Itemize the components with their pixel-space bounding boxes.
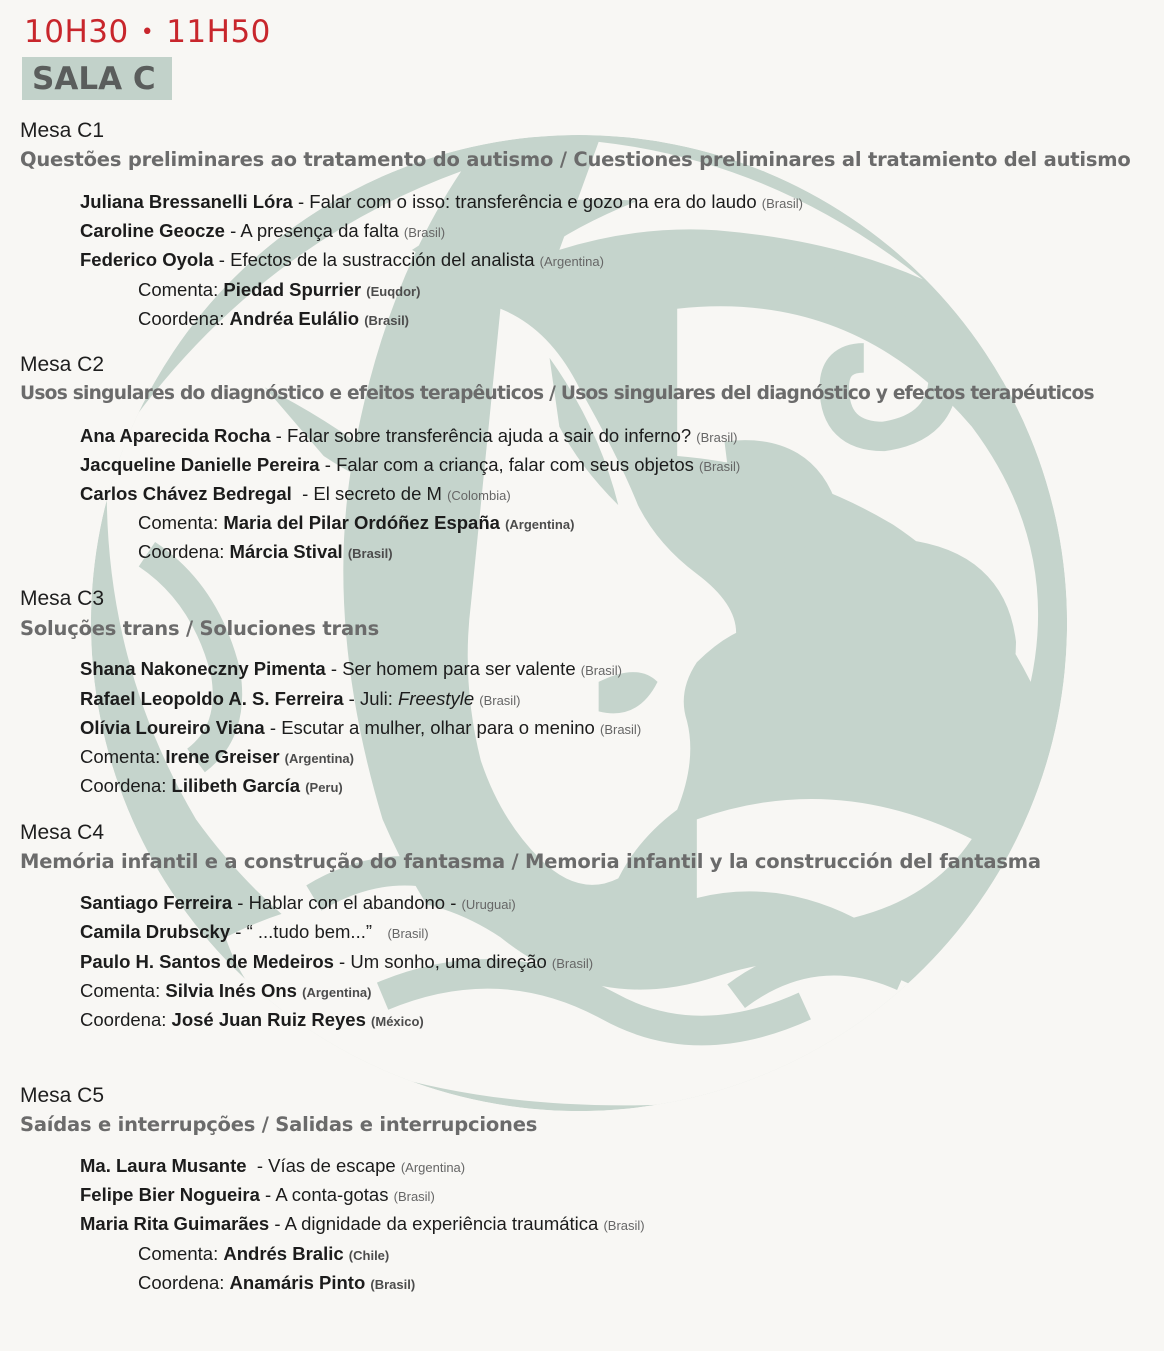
country: (Brasil) (393, 1189, 435, 1204)
country: (Brasil) (347, 546, 393, 561)
speaker-name: Shana Nakoneczny Pimenta (80, 658, 326, 679)
mesa-label: Mesa C3 (20, 587, 105, 610)
talk-line (80, 249, 604, 271)
commentator-name: Irene Greiser (165, 746, 280, 767)
country: (Argentina) (400, 1160, 466, 1175)
country: (Peru) (305, 780, 343, 795)
country: (Argentina) (284, 751, 354, 766)
coordinator-name: Lilibeth García (171, 775, 301, 796)
comenta-line (138, 279, 420, 301)
coordena-label: Coordena: (138, 1272, 225, 1293)
talk-line (80, 1155, 465, 1177)
separator: - (224, 220, 241, 241)
country: (Brasil) (364, 313, 410, 328)
talk-title: Hablar con el abandono - (248, 892, 457, 913)
coordena-line (80, 775, 343, 797)
talk-title: A presença da falta (240, 220, 399, 241)
separator: - (270, 425, 287, 446)
talk-title: Ser homem para ser valente (342, 658, 576, 679)
coordena-line (80, 1009, 424, 1031)
speaker-name: Carlos Chávez Bedregal (80, 483, 292, 504)
speaker-name: Felipe Bier Nogueira (80, 1184, 260, 1205)
commentator-name: Maria del Pilar Ordóñez España (223, 512, 500, 533)
talk-title: El secreto de M (313, 483, 442, 504)
talk-line (80, 1213, 645, 1235)
separator: - (333, 951, 351, 972)
talk-title: Escutar a mulher, olhar para o menino (281, 717, 595, 738)
country: (Argentina) (539, 254, 604, 269)
country: (Brasil) (403, 225, 446, 240)
coordena-line (138, 308, 409, 330)
mesa-label: Mesa C5 (20, 1084, 105, 1107)
coordena-label: Coordena: (138, 308, 225, 329)
mesa-title: Usos singulares do diagnóstico e efeitos terapêuticos / Usos singulares del diagnóstico y efectos terapéuticos (20, 383, 1094, 404)
coordena-label: Coordena: (80, 775, 167, 796)
mesa-label: Mesa C4 (20, 821, 105, 844)
talk-title: “ ...tudo bem...” (246, 921, 373, 942)
mesa-title: Soluções trans / Soluciones trans (20, 617, 380, 640)
mesa-title: Saídas e interrupções / Salidas e interrupciones (20, 1113, 538, 1136)
separator: - (325, 658, 343, 679)
coordena-line (138, 1272, 415, 1294)
talk-line (80, 717, 641, 739)
country: (Brasil) (387, 926, 429, 941)
speaker-name: Rafael Leopoldo A. S. Ferreira (80, 688, 344, 709)
comenta-label: Comenta: (138, 1243, 219, 1264)
coordinator-name: Márcia Stival (229, 541, 343, 562)
talk-line (80, 483, 511, 505)
commentator-name: Andrés Bralic (223, 1243, 344, 1264)
comenta-line (138, 1243, 389, 1265)
talk-line (80, 921, 429, 943)
country: (Argentina) (302, 985, 372, 1000)
time-end: 11H50 (166, 14, 271, 50)
speaker-name: Paulo H. Santos de Medeiros (80, 951, 334, 972)
mesa-label: Mesa C2 (20, 353, 105, 376)
talk-line (80, 688, 520, 710)
separator: - (259, 1184, 276, 1205)
separator: - (232, 892, 249, 913)
commentator-name: Piedad Spurrier (223, 279, 362, 300)
talk-title: Um sonho, uma direção (350, 951, 547, 972)
country: (Brasil) (551, 956, 594, 971)
country: (Chile) (348, 1248, 390, 1263)
country: (Brasil) (761, 196, 803, 211)
talk-line (80, 951, 593, 973)
speaker-name: Federico Oyola (80, 249, 214, 270)
country: (Brasil) (479, 693, 521, 708)
speaker-name: Maria Rita Guimarães (80, 1213, 270, 1234)
separator: - (343, 688, 360, 709)
talk-line (80, 892, 516, 914)
comenta-line (80, 980, 371, 1002)
separator: - (213, 249, 231, 270)
talk-line (80, 220, 445, 242)
coordinator-name: Anamáris Pinto (229, 1272, 366, 1293)
speaker-name: Olívia Loureiro Viana (80, 717, 265, 738)
coordinator-name: José Juan Ruiz Reyes (171, 1009, 366, 1030)
talk-title: A conta-gotas (275, 1184, 389, 1205)
separator: - (246, 1155, 269, 1176)
comenta-label: Comenta: (80, 980, 161, 1001)
comenta-line (138, 512, 574, 534)
comenta-label: Comenta: (138, 512, 219, 533)
country: (Brasil) (599, 722, 642, 737)
separator: - (264, 717, 282, 738)
coordinator-name: Andréa Eulálio (229, 308, 360, 329)
country: (Brasil) (370, 1277, 416, 1292)
separator: - (291, 483, 314, 504)
mesa-title: Memória infantil e a construção do fantasma / Memoria infantil y la construcción del fantasma (20, 850, 1041, 873)
speaker-name: Caroline Geocze (80, 220, 225, 241)
commentator-name: Silvia Inés Ons (165, 980, 297, 1001)
country: (Uruguai) (461, 897, 516, 912)
coordena-label: Coordena: (138, 541, 225, 562)
country: (México) (371, 1014, 424, 1029)
mesa-label: Mesa C1 (20, 119, 105, 142)
comenta-line (80, 746, 354, 768)
talk-title: Falar sobre transferência ajuda a sair do inferno? (287, 425, 692, 446)
country: (Colombia) (447, 488, 511, 503)
time-separator: • (140, 20, 155, 45)
coordena-label: Coordena: (80, 1009, 167, 1030)
speaker-name: Jacqueline Danielle Pereira (80, 454, 320, 475)
speaker-name: Juliana Bressanelli Lóra (80, 191, 293, 212)
separator: - (269, 1213, 285, 1234)
country: (Euqdor) (366, 284, 421, 299)
time-start: 10H30 (24, 14, 129, 50)
talk-title-italic: Freestyle (398, 688, 475, 709)
talk-line (80, 658, 622, 680)
separator: - (319, 454, 337, 475)
country: (Brasil) (603, 1218, 645, 1233)
speaker-name: Camila Drubscky (80, 921, 231, 942)
country: (Brasil) (699, 459, 741, 474)
time-range (24, 14, 271, 50)
talk-title-prefix: Juli: (359, 688, 399, 709)
separator: - (230, 921, 247, 942)
speaker-name: Ma. Laura Musante (80, 1155, 247, 1176)
country: (Argentina) (505, 517, 575, 532)
talk-line (80, 191, 803, 213)
country: (Brasil) (580, 663, 622, 678)
country: (Brasil) (696, 430, 738, 445)
talk-line (80, 454, 740, 476)
room-badge: SALA C (22, 57, 172, 100)
speaker-name: Ana Aparecida Rocha (80, 425, 271, 446)
talk-line (80, 1184, 435, 1206)
speaker-name: Santiago Ferreira (80, 892, 233, 913)
talk-title: A dignidade da experiência traumática (284, 1213, 599, 1234)
coordena-line (138, 541, 393, 563)
talk-title: Falar com o isso: transferência e gozo na era do laudo (309, 191, 757, 212)
comenta-label: Comenta: (138, 279, 219, 300)
separator: - (292, 191, 310, 212)
mesa-title: Questões preliminares ao tratamento do autismo / Cuestiones preliminares al tratamiento del autismo (20, 148, 1131, 171)
talk-line (80, 425, 737, 447)
talk-title: Falar com a criança, falar com seus objetos (336, 454, 694, 475)
comenta-label: Comenta: (80, 746, 161, 767)
talk-title: Efectos de la sustracción del analista (230, 249, 535, 270)
talk-title: Vías de escape (268, 1155, 396, 1176)
